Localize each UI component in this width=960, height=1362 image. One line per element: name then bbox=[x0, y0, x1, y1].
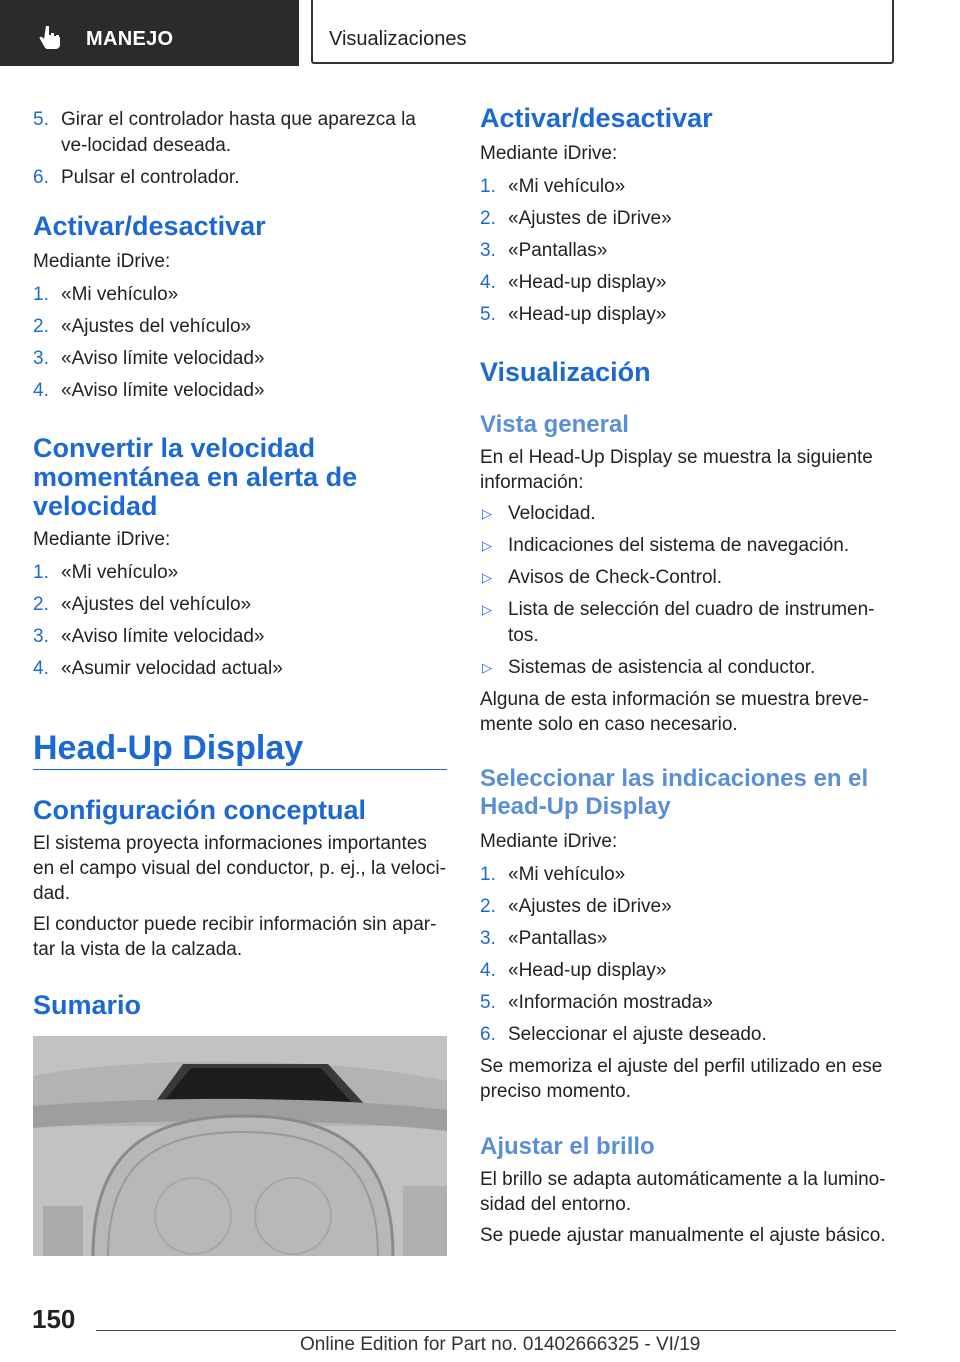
list-item: 1. «Mi vehículo» bbox=[480, 864, 626, 885]
chapter-heading bbox=[33, 728, 447, 768]
triangle-right-icon: ▷ bbox=[482, 506, 492, 521]
hud-dashboard-figure bbox=[33, 1036, 447, 1256]
paragraph: El brillo se adapta automáticamente a la lumino-sidad del entorno. bbox=[480, 1169, 886, 1215]
section-brillo bbox=[480, 1133, 894, 1254]
section-sumario bbox=[33, 991, 447, 1020]
steps-continued bbox=[33, 107, 447, 197]
subsection-title: Seleccionar las indicaciones en el Head-Up Display bbox=[480, 765, 869, 820]
triangle-right-icon: ▷ bbox=[482, 538, 492, 553]
triangle-right-icon: ▷ bbox=[482, 602, 492, 617]
section-activar-left bbox=[33, 212, 447, 410]
intro-text: Mediante iDrive: bbox=[480, 831, 618, 852]
section-convertir bbox=[33, 434, 447, 688]
page-number: 150 bbox=[32, 1304, 76, 1334]
section-visualizacion bbox=[480, 358, 894, 743]
section-title: Convertir la velocidad momentánea en alerta de velocidad bbox=[33, 433, 358, 521]
intro-text: Mediante iDrive: bbox=[33, 251, 171, 272]
list-item: ▷ Velocidad. bbox=[480, 501, 894, 527]
list-item: 3. «Pantallas» bbox=[480, 928, 608, 949]
paragraph: Se memoriza el ajuste del perfil utilizado en ese preciso momento. bbox=[480, 1056, 883, 1102]
dashboard-illustration bbox=[33, 1036, 447, 1256]
list-item: 3. «Aviso límite velocidad» bbox=[33, 348, 265, 369]
paragraph: El sistema proyecta informaciones importantes en el campo visual del conductor, p. ej., la veloci-dad. bbox=[33, 833, 446, 904]
edition-footer: Online Edition for Part no. 01402666325 - VI/19 bbox=[300, 1334, 701, 1355]
list-item: ▷ Lista de selección del cuadro de instrumen-tos. bbox=[482, 599, 875, 646]
section-title: Configuración conceptual bbox=[33, 795, 367, 825]
section-tab bbox=[0, 0, 299, 66]
list-item: 4. «Aviso límite velocidad» bbox=[33, 380, 265, 401]
list-item: 4. «Asumir velocidad actual» bbox=[33, 658, 283, 679]
list-item: 4. «Head-up display» bbox=[480, 960, 667, 981]
triangle-right-icon: ▷ bbox=[482, 660, 492, 675]
section-title: Visualización bbox=[480, 357, 651, 387]
list-item: 2. «Ajustes del vehículo» bbox=[33, 594, 252, 615]
chapter-tab bbox=[311, 0, 894, 64]
intro-text: En el Head-Up Display se muestra la siguiente información: bbox=[480, 447, 873, 493]
list-item: ▷ Avisos de Check-Control. bbox=[480, 565, 894, 591]
paragraph: El conductor puede recibir información sin apar-tar la vista de la calzada. bbox=[33, 914, 437, 960]
list-item: 1. «Mi vehículo» bbox=[33, 284, 179, 305]
intro-text: Mediante iDrive: bbox=[480, 143, 618, 164]
hand-pointer-icon bbox=[38, 24, 64, 50]
list-item: 1. «Mi vehículo» bbox=[480, 176, 626, 197]
section-seleccionar bbox=[480, 765, 894, 1110]
chapter-title: Visualizaciones bbox=[329, 28, 467, 50]
list-item: 6. Pulsar el controlador. bbox=[33, 167, 240, 188]
section-title: Activar/desactivar bbox=[480, 103, 713, 133]
section-activar-right bbox=[480, 104, 894, 334]
list-item: 2. «Ajustes de iDrive» bbox=[480, 208, 672, 229]
title-rule bbox=[33, 769, 447, 770]
list-item: 4. «Head-up display» bbox=[480, 272, 667, 293]
list-item: 2. «Ajustes del vehículo» bbox=[33, 316, 252, 337]
subsection-title: Vista general bbox=[480, 411, 629, 438]
list-item: 5. «Información mostrada» bbox=[480, 992, 713, 1013]
section-title: Activar/desactivar bbox=[33, 211, 266, 241]
intro-text: Mediante iDrive: bbox=[33, 529, 171, 550]
paragraph: Se puede ajustar manualmente el ajuste básico. bbox=[480, 1225, 886, 1246]
list-item: 5. «Head-up display» bbox=[480, 304, 667, 325]
section-title: Sumario bbox=[33, 990, 142, 1020]
main-title: Head-Up Display bbox=[33, 729, 304, 767]
subsection-title: Ajustar el brillo bbox=[480, 1133, 655, 1160]
list-item: 3. «Aviso límite velocidad» bbox=[33, 626, 265, 647]
footer-rule bbox=[96, 1330, 896, 1331]
list-item: ▷ Indicaciones del sistema de navegación. bbox=[480, 533, 894, 559]
list-item: 1. «Mi vehículo» bbox=[33, 562, 179, 583]
paragraph: Alguna de esta información se muestra breve-mente solo en caso necesario. bbox=[480, 689, 869, 735]
list-item: 6. Seleccionar el ajuste deseado. bbox=[480, 1024, 767, 1045]
triangle-right-icon: ▷ bbox=[482, 570, 492, 585]
section-label: MANEJO bbox=[86, 28, 174, 50]
list-item: 5. Girar el controlador hasta que aparezca la ve-locidad deseada. bbox=[33, 109, 416, 156]
list-item: 2. «Ajustes de iDrive» bbox=[480, 896, 672, 917]
list-item: 3. «Pantallas» bbox=[480, 240, 608, 261]
section-configuracion bbox=[33, 796, 447, 968]
list-item: ▷ Sistemas de asistencia al conductor. bbox=[480, 655, 894, 681]
